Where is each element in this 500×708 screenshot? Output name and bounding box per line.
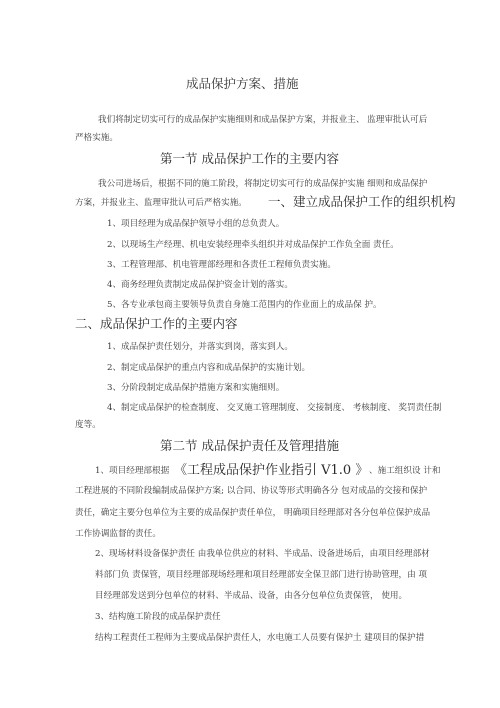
intro-line-2: 严格实施。 xyxy=(75,133,118,143)
section1-para-line-1: 我公司进场后，根据不同的施工阶段，将制定切实可行的成品保护实施 细则和成品保护 xyxy=(98,179,428,189)
section1-para-line-2: 方案，并报业主、监理审批认可后严格实施。 xyxy=(75,198,247,208)
list-item: 3、分阶段制定成品保护措施方案和实施细则。 xyxy=(107,383,285,393)
section2-item2-line-1: 2、现场材料设备保护责任 由我单位供应的材料、半成品、设备进场后，由项目经理部材 xyxy=(95,549,430,559)
list-item: 1、成品保护责任划分，并落实到岗，落实到人。 xyxy=(107,342,293,352)
section2-item2-line-2: 料部门负 责保管，项目经理部现场经理和项目经理部安全保卫部门进行协助管理，由 项 xyxy=(95,570,428,580)
intro-line-1: 我们将制定切实可行的成品保护实施细则和成品保护方案，并报业主、 监理审批认可后 xyxy=(98,115,428,125)
page-title: 成品保护方案、措施 xyxy=(186,76,299,91)
section2-item3-heading: 3、结构施工阶段的成品保护责任 xyxy=(95,612,221,622)
section2-heading: 第二节 成品保护责任及管理措施 xyxy=(160,438,339,453)
section2-item2-line-3: 目经理部发送到分包单位的材料、半成品、设备，由各分包单位负责保管， 使用。 xyxy=(95,591,408,601)
section2-item3-line-1: 结构工程责任工程师为主要成品保护责任人，水电施工人员要有保护土 建项目的保护措 xyxy=(95,633,425,643)
section2-item1-line-4: 工作协调监督的责任。 xyxy=(75,529,161,539)
list-item: 2、制定成品保护的重点内容和成品保护的实施计划。 xyxy=(107,363,311,373)
section2-item1-line-3: 责任，确定主要分包单位为主要的成品保护责任单位， 明确项目经理部对各分包单位保护成品 xyxy=(75,508,431,518)
section2-item1-prefix: 1、项目经理部根据 xyxy=(95,466,170,476)
section2-item1-suffix: 、施工组织设 计和 xyxy=(369,466,441,476)
guideline-title: 《工程成品保护作业指引 V1.0 》 xyxy=(174,463,369,478)
list-item: 4、商务经理负责制定成品保护资金计划的落实。 xyxy=(107,280,293,290)
list-item: 3、工程管理部、机电管理部经理和各责任工程师负责实施。 xyxy=(107,260,336,270)
list-item-line-2: 度等。 xyxy=(75,420,101,430)
section2-item1-line-2: 工程进展的不同阶段编制成品保护方案; 以合同、协议等形式明确各分 包对成品的交接和保护 xyxy=(75,486,428,496)
list-item: 2、以现场生产经理、机电安装经理牵头组织并对成品保护工作负全面 责任。 xyxy=(107,240,399,250)
subsection2-heading: 二、成品保护工作的主要内容 xyxy=(75,316,238,331)
list-item: 1、项目经理为成品保护领导小组的总负责人。 xyxy=(107,219,285,229)
list-item-line-1: 4、制定成品保护的检查制度、 交叉施工管理制度、 交接制度、 考核制度、 奖罚责任制 xyxy=(107,403,442,413)
section1-heading: 第一节 成品保护工作的主要内容 xyxy=(160,151,339,166)
subsection1-heading: 一、建立成品保护工作的组织机构 xyxy=(268,194,456,209)
list-item: 5、各专业承包商主要领导负责自身施工范围内的作业面上的成品保 护。 xyxy=(107,300,382,310)
